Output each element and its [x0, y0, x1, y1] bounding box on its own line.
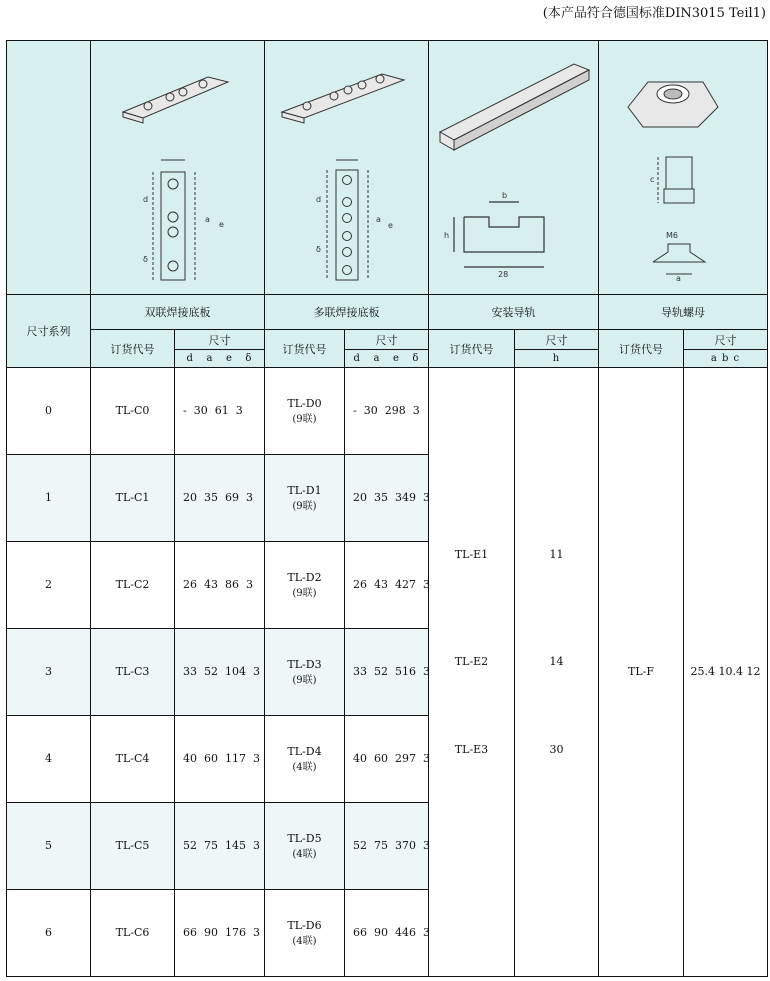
mounting-rail-drawing	[429, 41, 599, 295]
d-code: TL-D6	[287, 918, 322, 932]
rail-nut-drawing-icon	[608, 52, 758, 282]
double-plate-header: 双联焊接底板	[91, 294, 265, 329]
multi-plate-drawing	[265, 41, 429, 295]
double-plate-drawing	[91, 41, 265, 295]
rail-height-cell	[515, 367, 599, 976]
drawing-label-a: a	[375, 215, 381, 225]
c-code-cell: TL-C6	[91, 889, 175, 976]
d-code: TL-D3	[287, 657, 322, 671]
multi-plate-header: 多联焊接底板	[265, 294, 429, 329]
d-dimension-header: 尺寸	[345, 330, 429, 349]
c-dims-cell: 52 75 145 3	[175, 802, 265, 889]
drawing-label-e: e	[387, 221, 393, 231]
series-cell: 5	[7, 802, 91, 889]
corner-blank	[7, 41, 91, 295]
drawing-label-delta: δ	[315, 245, 321, 255]
series-cell: 0	[7, 367, 91, 454]
d-order-code-header: 订货代号	[265, 330, 345, 367]
d-code: TL-D1	[287, 483, 322, 497]
d-dims-cell: 20 35 349 3	[345, 454, 429, 541]
drawing-label-d: d	[315, 195, 321, 205]
size-series-header: 尺寸系列	[7, 294, 91, 367]
f-dimension-header: 尺寸	[684, 330, 768, 349]
drawing-label-d: d	[142, 195, 148, 205]
c-dims-cell: - 30 61 3	[175, 367, 265, 454]
c-code-cell: TL-C0	[91, 367, 175, 454]
c-code-cell: TL-C3	[91, 628, 175, 715]
illustration-row	[7, 41, 768, 295]
d-code: TL-D5	[287, 831, 322, 845]
d-code: TL-D0	[287, 396, 322, 410]
standard-note: (本产品符合德国标准DIN3015 Teil1)	[542, 6, 766, 21]
multi-plate-drawing-icon	[272, 52, 422, 282]
rail-height-e3: 30	[549, 742, 564, 756]
d-code: TL-D4	[287, 744, 322, 758]
e-dim-label: h	[515, 349, 599, 367]
nut-dims-cell: 25.4 10.4 12	[684, 367, 768, 976]
e-dimension-header: 尺寸	[515, 330, 599, 349]
d-dim-labels: d a e δ	[345, 349, 429, 367]
c-code-cell: TL-C5	[91, 802, 175, 889]
c-dims-cell: 20 35 69 3	[175, 454, 265, 541]
series-cell: 4	[7, 715, 91, 802]
d-code: TL-D2	[287, 570, 322, 584]
d-code-cell	[265, 715, 345, 802]
drawing-label-28: 28	[497, 270, 508, 280]
group-header-row	[7, 294, 768, 329]
d-dims-cell: 66 90 446 3	[345, 889, 429, 976]
nut-code-cell: TL-F	[599, 367, 684, 976]
rail-height-e2: 14	[549, 654, 564, 668]
d-note: (9联)	[292, 413, 317, 425]
drawing-label-a: a	[204, 215, 210, 225]
rail-nut-header: 导轨螺母	[599, 294, 768, 329]
sub-header-row	[7, 330, 768, 349]
mounting-rail-header: 安装导轨	[429, 294, 599, 329]
drawing-label-delta: δ	[142, 255, 148, 265]
e-order-code-header: 订货代号	[429, 330, 515, 367]
c-code-cell: TL-C4	[91, 715, 175, 802]
d-code-cell	[265, 802, 345, 889]
c-code-cell: TL-C1	[91, 454, 175, 541]
table-row	[7, 367, 768, 454]
mounting-rail-drawing-icon	[434, 52, 594, 282]
d-note: (4联)	[292, 935, 317, 947]
series-cell: 1	[7, 454, 91, 541]
d-dims-cell: 40 60 297 3	[345, 715, 429, 802]
c-order-code-header: 订货代号	[91, 330, 175, 367]
rail-code-e2: TL-E2	[454, 654, 489, 668]
d-code-cell	[265, 454, 345, 541]
d-note: (4联)	[292, 848, 317, 860]
c-code-cell: TL-C2	[91, 541, 175, 628]
d-note: (9联)	[292, 587, 317, 599]
series-cell: 2	[7, 541, 91, 628]
rail-height-e1: 11	[549, 547, 564, 561]
d-note: (4联)	[292, 761, 317, 773]
rail-code-e3: TL-E3	[454, 742, 489, 756]
drawing-label-m6: M6	[666, 231, 678, 241]
c-dim-labels: d a e δ	[175, 349, 265, 367]
c-dims-cell: 33 52 104 3	[175, 628, 265, 715]
rail-nut-drawing	[599, 41, 768, 295]
drawing-label-h: h	[443, 231, 449, 241]
rail-code-e1: TL-E1	[454, 547, 489, 561]
drawing-label-e: e	[218, 220, 224, 230]
series-cell: 6	[7, 889, 91, 976]
d-code-cell	[265, 541, 345, 628]
c-dims-cell: 66 90 176 3	[175, 889, 265, 976]
f-order-code-header: 订货代号	[599, 330, 684, 367]
double-plate-drawing-icon	[103, 52, 253, 282]
d-code-cell	[265, 889, 345, 976]
drawing-label-c: c	[650, 175, 655, 185]
d-dims-cell: 33 52 516 3	[345, 628, 429, 715]
d-dims-cell: 52 75 370 3	[345, 802, 429, 889]
c-dims-cell: 26 43 86 3	[175, 541, 265, 628]
d-code-cell	[265, 367, 345, 454]
c-dimension-header: 尺寸	[175, 330, 265, 349]
f-dim-labels: a b c	[684, 349, 768, 367]
series-cell: 3	[7, 628, 91, 715]
drawing-label-a: a	[676, 274, 681, 283]
drawing-label-b: b	[501, 191, 507, 201]
d-note: (9联)	[292, 674, 317, 686]
rail-code-cell	[429, 367, 515, 976]
d-note: (9联)	[292, 500, 317, 512]
product-spec-table	[6, 40, 768, 977]
c-dims-cell: 40 60 117 3	[175, 715, 265, 802]
d-code-cell	[265, 628, 345, 715]
d-dims-cell: - 30 298 3	[345, 367, 429, 454]
d-dims-cell: 26 43 427 3	[345, 541, 429, 628]
